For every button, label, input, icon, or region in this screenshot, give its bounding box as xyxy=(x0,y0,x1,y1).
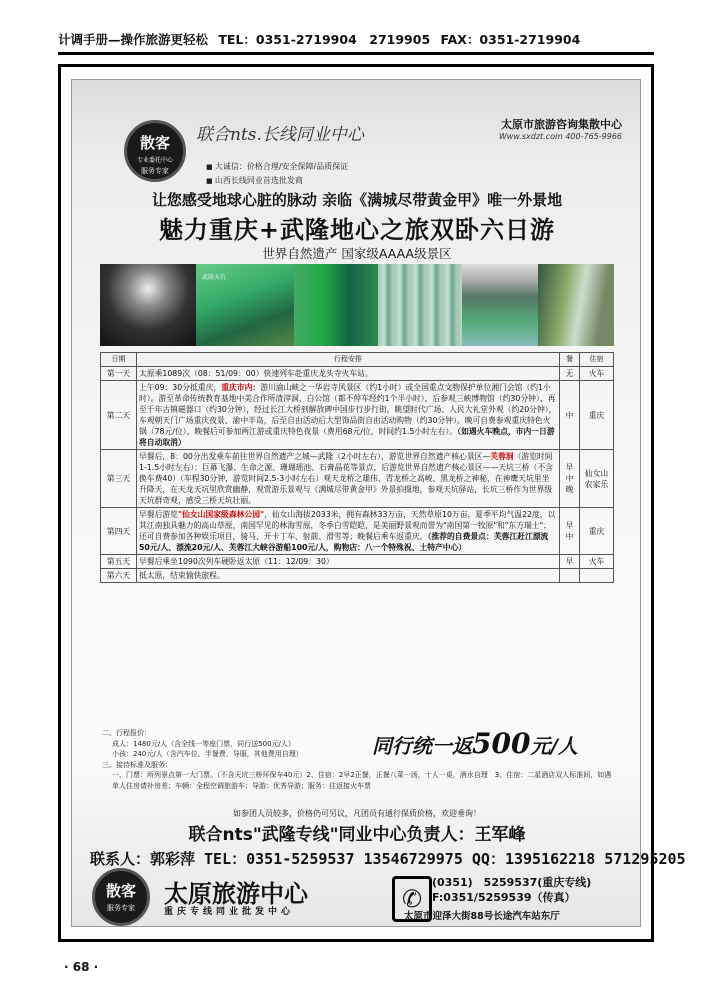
phone-icon: ✆ xyxy=(392,876,432,922)
stay-cell: 火车 xyxy=(580,367,614,381)
plan-cell: 上午09：30分抵重庆，重庆市内：游川渝山峡之一华岩寺风景区（约1小时）或全国重点文物保护单位湘门会馆（约1小时）。游至革命传统教育基地中美合作所渣滓洞、白公馆（都不停车经约1个半小时），后参观三峡博物馆（约30分钟），再至千年古镇磁器口（约30分钟），经过长江大桥到解放碑中国步行步行街，眺望时代广场、人民大礼堂外观（约20分钟），车观朝天门广场重庆夜景、渝中半岛，后至自由活动后大型饰品街自由活动购物（约30分钟）。晚可自费参观重庆特色火锅（78元/位），晚餐后可参加两江游或重庆特色夜景（费用68元/位，时间约1.5小时左右）。（如遇火车晚点，市内一日游将自动取消） xyxy=(137,381,560,450)
footer-badge-logo: 散客 服务专家 xyxy=(92,868,150,926)
stay-cell: 仙女山农家乐 xyxy=(580,450,614,508)
contact-note: 如参团人员较多，价格仍可另议，凡团员有通行保质价格，欢迎垂询！ xyxy=(233,809,481,818)
plan-cell: 早餐后游览"仙女山国家级森林公园"，仙女山海拔2033米，拥有森林33万亩，天然草原10万亩，夏季平均气温22度，以其江南独具魅力的高山草原，南国罕见的林海雪原，冬季白雪皑皑，是美丽野景观而誉为"南国第一牧原"和"东方瑞士"；还可自费参加各种娱乐项目，骑马、开卡丁车、射箭、滑雪等；晚餐后乘车返重庆。（推荐的自费景点：芙蓉江赶江漂流50元/人、漂流20元/人、芙蓉江大峡谷游船100元/人，购物店：八一个特殊祝、土特产中心） xyxy=(137,508,560,555)
col-stay: 住宿 xyxy=(580,353,614,367)
stay-cell: 重庆 xyxy=(580,508,614,555)
center-info xyxy=(499,116,622,141)
plan-cell: 太原乘1089次（08：51/09：00）快速列车赴重庆龙头寺火车站。 xyxy=(137,367,560,381)
banner-tel: TEL：0351-2719904 2719905 xyxy=(218,32,431,47)
meal-cell: 早中晚 xyxy=(560,450,580,508)
day-cell: 第二天 xyxy=(101,381,137,450)
footer-phone: (0351) 5259537(重庆专线) xyxy=(432,876,592,889)
footer-fax: F:0351/5259539（传真） xyxy=(432,891,576,904)
main-title: 魅力重庆+武隆地心之旅双卧六日游 xyxy=(158,216,556,244)
table-row xyxy=(101,450,614,508)
header-bullets xyxy=(206,160,348,188)
banner-fax: FAX：0351-2719904 xyxy=(440,32,581,47)
gorge-photo xyxy=(462,264,538,346)
photo-label: 武隆天坑 xyxy=(202,274,227,281)
day-cell: 第一天 xyxy=(101,367,137,381)
meal-cell xyxy=(560,569,580,583)
forest-photo xyxy=(294,264,378,346)
footer-company-name: 太原旅游中心 xyxy=(164,880,308,908)
river-photo xyxy=(538,264,614,346)
stay-cell: 火车 xyxy=(580,555,614,569)
stay-cell xyxy=(580,569,614,583)
col-itinerary: 行程安排 xyxy=(137,353,560,367)
ad-frame xyxy=(58,64,686,942)
header-title: 联合nts.长线同业中心 xyxy=(196,125,364,145)
meal-cell: 早中 xyxy=(560,508,580,555)
sinkhole-photo xyxy=(196,264,294,346)
page-number: · 68 · xyxy=(64,960,99,974)
day-cell: 第六天 xyxy=(101,569,137,583)
meal-cell: 早 xyxy=(560,555,580,569)
stalactite-photo xyxy=(378,264,462,346)
price-title: 二、行程报价： xyxy=(102,729,151,737)
sub-title: 世界自然遗产 国家级AAAA级景区 xyxy=(262,246,452,261)
day-cell: 第五天 xyxy=(101,555,137,569)
col-date: 日期 xyxy=(101,353,137,367)
table-row xyxy=(101,381,614,450)
footer xyxy=(92,874,622,922)
service-items: 一、门票：所列景点第一大门票。（不含天坑三桥环保车40元）2、住宿：2早2正餐，正餐八菜一汤，十人一桌，酒水自理 3、住宿：二星酒店双人标准间，如遇单人住房请补房差；车辆：全程空调旅游车；导游：优秀导游；服务：往返接火车票 xyxy=(112,771,612,790)
child-price: 小孩：240元/人（含汽车位、半餐费、导服，其他费用自理） xyxy=(112,750,303,758)
service-title: 三、接待标准及服务： xyxy=(102,760,172,769)
bullet-item: ■ 山西长线同业首选批发商 xyxy=(206,174,348,188)
adult-price: 成人：1480元/人（含全线一等座门票，同行送500元/人） xyxy=(112,739,295,748)
footer-slogan: 重庆专线同业批发中心 xyxy=(164,907,295,917)
top-banner xyxy=(58,30,654,55)
table-header-row xyxy=(101,353,614,367)
bullet-item: ■ 大诚信：价格合理/安全保障/品质保证 xyxy=(206,160,348,174)
return-offer: 同行统一返500元/人 xyxy=(372,727,578,760)
plan-cell: 早餐后乘坐1090次列车硬卧返太原（11：12/09：30） xyxy=(137,555,560,569)
center-website: Www.sxdzt.com 400-765-9966 xyxy=(498,132,622,141)
header-badge-logo: 散客 专业委托中心 服务专家 xyxy=(124,120,186,182)
plan-cell: 抵太原，结束愉快旅程。 xyxy=(137,569,560,583)
stay-cell: 重庆 xyxy=(580,381,614,450)
itinerary-table xyxy=(100,352,614,583)
meal-cell: 无 xyxy=(560,367,580,381)
center-name: 太原市旅游咨询集散中心 xyxy=(501,118,622,131)
cave-photo xyxy=(100,264,196,346)
table-row xyxy=(101,508,614,555)
col-meal: 餐 xyxy=(560,353,580,367)
table-row xyxy=(101,555,614,569)
plan-cell: 早餐后，8：00分出发乘车前往世界自然遗产之城—武隆（2小时左右），游览世界自然遗产核心景区—芙蓉洞（游览时间1-1.5小时左右）：巨幕飞瀑、生命之源、珊瑚瑶池、石膏晶花等景点，后游览世界自然遗产核心景区——天坑三桥（不含换车费40）（车程30分钟，游览时间2.5-3小时左右）观天龙桥之雄伟、青龙桥之高峻、黑龙桥之神秘，在神鹰天坑里坐升降天，在天龙天坑里欣赏幽静，观赏游乐景观与《满城尽带黄金甲》外景拍摄地，参观天坑驿站，长坑三桥作为世界级天坑群奇观，感受三桥天坑壮丽。 xyxy=(137,450,560,508)
footer-address: 太原市迎泽大街88号长途汽车站东厅 xyxy=(404,911,560,922)
slogan: 让您感受地球心脏的脉动 亲临《满城尽带黄金甲》唯一外景地 xyxy=(151,191,563,209)
contact-line-2: 联系人：郭彩萍 TEL：0351-5259537 13546729975 QQ：1395162218 571295205 xyxy=(90,850,686,868)
day-cell: 第四天 xyxy=(101,508,137,555)
banner-slogan: 计调手册—操作旅游更轻松 xyxy=(58,32,209,47)
return-amount: 500 xyxy=(472,727,531,760)
meal-cell: 中 xyxy=(560,381,580,450)
ad-content xyxy=(71,79,686,927)
table-row xyxy=(101,569,614,583)
table-row xyxy=(101,367,614,381)
contact-line-1: 联合nts"武隆专线"同业中心负责人：王军峰 xyxy=(188,825,526,845)
day-cell: 第三天 xyxy=(101,450,137,508)
photo-strip xyxy=(100,264,614,346)
